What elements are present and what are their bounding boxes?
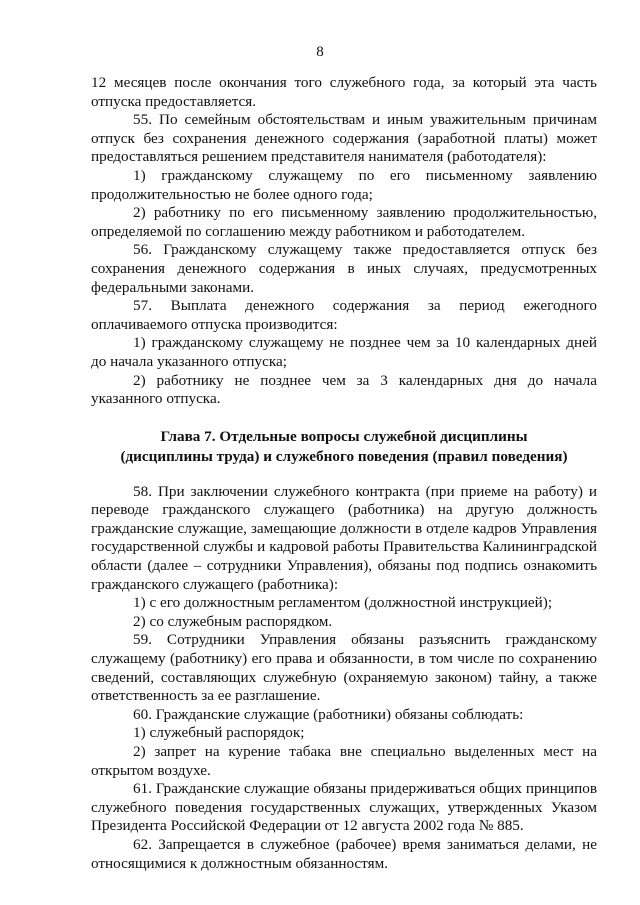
chapter-title-line-2: (дисциплины труда) и служебного поведения (правил поведения) [120,447,568,465]
paragraph: 62. Запрещается в служебное (рабочее) время заниматься делами, не относящимися к должностным обязанностям. [91,835,597,872]
paragraph: 57. Выплата денежного содержания за период ежегодного оплачиваемого отпуска производится: [91,297,597,333]
paragraph: 1) служебный распорядок; [133,724,305,742]
paragraph: 56. Гражданскому служащему также предоставляется отпуск без сохранения денежного содержания в иных случаях, предусмотренных федеральными законами. [91,241,597,296]
chapter-title-line-1: Глава 7. Отдельные вопросы служебной дисциплины [160,427,528,445]
paragraph: 1) гражданскому служащему не позднее чем за 10 календарных дней до начала указанного отпуска; [91,334,597,370]
paragraph: 2) работнику не позднее чем за 3 календарных дня до начала указанного отпуска. [91,371,597,408]
document-body [91,74,597,873]
paragraph: 1) с его должностным регламентом (должностной инструкцией); [133,594,553,612]
paragraphs-before-chapter [91,74,597,409]
paragraph: 55. По семейным обстоятельствам и иным уважительным причинам отпуск без сохранения денежного содержания (заработной платы) может предоставляться решением представителя нанимателя (работодателя): [91,111,597,166]
page-number: 8 [316,44,324,60]
paragraph: 2) со служебным распорядком. [133,612,333,630]
paragraph: 58. При заключении служебного контракта (при приеме на работу) и переводе гражданского служащего (работника) на другую должность гражданские служащие, замещающие должности в отделе кадров Управления государственной службы и кадровой работы Правительства Калининградской области (далее – сотрудники Управления), обязаны под подпись ознакомить гражданского служащего (работника): [91,482,597,593]
paragraph: 59. Сотрудники Управления обязаны разъяснить гражданскому служащему (работнику) его права и обязанности, в том числе по сохранению сведений, составляющих служебную (охраняемую законом) тайну, а также ответственность за ее разглашение. [91,631,597,705]
chapter-heading [91,427,597,467]
paragraph: 2) работнику по его письменному заявлению продолжительностью, определяемой по соглашению между работником и работодателем. [91,204,597,240]
paragraph: 60. Гражданские служащие (работники) обязаны соблюдать: [133,705,524,723]
paragraphs-after-chapter [91,483,597,873]
paragraph: 2) запрет на курение табака вне специально выделенных мест на открытом воздухе. [91,743,597,779]
paragraph: 61. Гражданские служащие обязаны придерживаться общих принципов служебного поведения государственных служащих, утвержденных Указом Президента Российской Федерации от 12 августа 2002 года № 885. [91,780,597,835]
paragraph: 12 месяцев после окончания того служебного года, за который эта часть отпуска предоставляется. [91,74,597,110]
paragraph: 1) гражданскому служащему по его письменному заявлению продолжительностью не более одного года; [91,166,597,203]
